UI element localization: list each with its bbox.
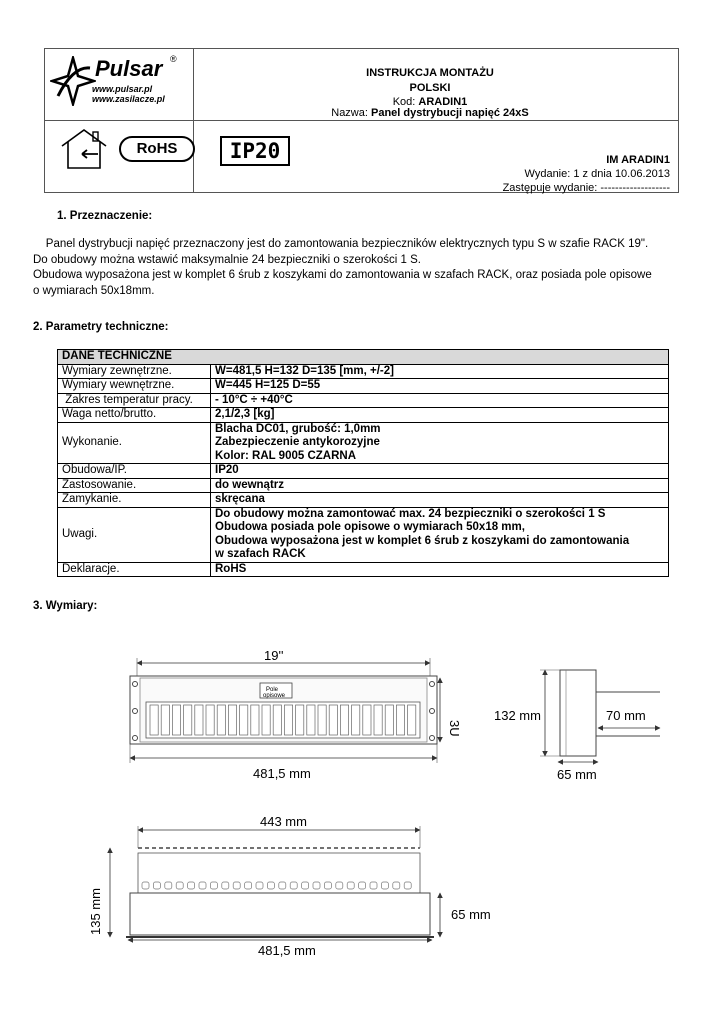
spec-key: Obudowa/IP.: [58, 464, 211, 479]
breaker-slot: [340, 705, 348, 735]
top-slot: [359, 882, 366, 889]
top-slot: [165, 882, 172, 889]
section-1-line: Do obudowy można wstawić maksymalnie 24 bezpieczniki o szerokości 1 S.: [33, 253, 421, 266]
dim-top-flange: 65 mm: [451, 907, 491, 922]
logo-name: Pulsar: [95, 56, 163, 81]
spec-value: IP20: [211, 464, 669, 479]
spec-value-line: Zabezpieczenie antykorozyjne: [215, 436, 380, 448]
top-slot: [347, 882, 354, 889]
logo-registered-mark: ®: [170, 54, 177, 64]
spec-value: do wewnątrz: [211, 478, 669, 493]
doc-code-value: ARADIN1: [418, 96, 468, 108]
spec-table-title: DANE TECHNICZNE: [58, 350, 669, 365]
top-slot: [370, 882, 377, 889]
spec-value: - 10°C ÷ +40°C: [211, 393, 669, 408]
dim-top-depth: 135 mm: [88, 888, 103, 935]
breaker-slot: [352, 705, 360, 735]
section-3-heading: 3. Wymiary:: [33, 600, 98, 612]
breaker-slot: [228, 705, 236, 735]
top-slot: [381, 882, 388, 889]
top-slot: [404, 882, 411, 889]
spec-value: W=481,5 H=132 D=135 [mm, +/-2]: [211, 364, 669, 379]
spec-value: skręcana: [211, 493, 669, 508]
breaker-slot: [408, 705, 416, 735]
top-slot: [188, 882, 195, 889]
dim-front-width-mm: 481,5 mm: [253, 766, 311, 781]
spec-key: Zamykanie.: [58, 493, 211, 508]
logo-web-2: www.zasilacze.pl: [92, 94, 165, 104]
section-2-heading: 2. Parametry techniczne:: [33, 321, 169, 333]
section-1-line: Obudowa wyposażona jest w komplet 6 śrub z koszykami do zamontowania w szafach RACK, oraz posiada pole opisowe: [33, 269, 652, 281]
top-slot: [393, 882, 400, 889]
top-slot: [267, 882, 274, 889]
dim-front-width-in: 19'': [264, 648, 284, 663]
spec-value: 2,1/2,3 [kg]: [211, 408, 669, 423]
section-1-heading: 1. Przeznaczenie:: [57, 210, 153, 222]
breaker-slot: [296, 705, 304, 735]
breaker-slot: [307, 705, 315, 735]
breaker-slot: [206, 705, 214, 735]
breaker-slot: [161, 705, 169, 735]
top-slot: [153, 882, 160, 889]
top-slot: [142, 882, 149, 889]
label-field-line1: Pole: [266, 687, 279, 693]
front-view-drawing: [130, 658, 440, 763]
top-slot: [336, 882, 343, 889]
spec-value: W=445 H=125 D=55: [211, 379, 669, 394]
breaker-slot: [318, 705, 326, 735]
dim-side-depth: 70 mm: [606, 708, 646, 723]
breaker-slot: [172, 705, 180, 735]
doc-title: INSTRUKCJA MONTAŻU: [366, 67, 494, 79]
spec-key: Waga netto/brutto.: [58, 408, 211, 423]
spec-value-line: Kolor: RAL 9005 CZARNA: [215, 449, 356, 462]
rohs-badge: RoHS: [119, 136, 195, 162]
top-view-drawing: [110, 826, 440, 940]
spec-key: Zastosowanie.: [58, 478, 211, 493]
doc-name-value: Panel dystrybucji napięć 24xS: [371, 107, 529, 119]
ip20-badge: IP20: [220, 136, 290, 166]
doc-code-label: Kod:: [392, 96, 419, 108]
spec-key: Deklaracje.: [58, 562, 211, 577]
spec-key: Wykonanie.: [58, 422, 211, 464]
top-slot: [233, 882, 240, 889]
top-slot: [245, 882, 252, 889]
top-slot: [324, 882, 331, 889]
top-slot: [279, 882, 286, 889]
breaker-slot: [262, 705, 270, 735]
breaker-slot: [273, 705, 281, 735]
breaker-slot: [240, 705, 248, 735]
dim-top-width: 481,5 mm: [258, 943, 316, 958]
doc-edition: Wydanie: 1 z dnia 10.06.2013: [524, 168, 670, 180]
breaker-slot: [284, 705, 292, 735]
breaker-slot: [150, 705, 158, 735]
top-slot: [290, 882, 297, 889]
top-slot: [210, 882, 217, 889]
spec-key: Uwagi.: [58, 507, 211, 562]
spec-value-line: Blacha DC01, grubość: 1,0mm: [215, 422, 381, 435]
spec-value-line: Obudowa wyposażona jest w komplet 6 śrub z koszykami do zamontowania: [215, 534, 630, 547]
logo-web-1: www.pulsar.pl: [92, 84, 153, 94]
label-field-line2: opisowe: [263, 693, 286, 699]
doc-name-label: Nazwa:: [331, 107, 371, 119]
breaker-slot: [363, 705, 371, 735]
top-slot: [222, 882, 229, 889]
breaker-slot: [251, 705, 259, 735]
doc-language: POLSKI: [409, 82, 451, 94]
dim-side-height: 132 mm: [494, 708, 541, 723]
top-slot: [199, 882, 206, 889]
spec-value: RoHS: [211, 562, 669, 577]
top-slot: [176, 882, 183, 889]
spec-key: Zakres temperatur pracy.: [58, 393, 211, 408]
breaker-slot: [385, 705, 393, 735]
dim-top-inner: 443 mm: [260, 814, 307, 829]
breaker-slot: [217, 705, 225, 735]
dim-side-base: 65 mm: [557, 767, 597, 782]
spec-value-line: Obudowa posiada pole opisowe o wymiarach 50x18 mm,: [215, 521, 525, 533]
breaker-slot: [195, 705, 203, 735]
top-slot: [313, 882, 320, 889]
breaker-slot: [396, 705, 404, 735]
section-1-line: o wymiarach 50x18mm.: [33, 284, 155, 297]
breaker-slot: [374, 705, 382, 735]
doc-id: IM ARADIN1: [606, 154, 670, 166]
top-slot: [302, 882, 309, 889]
breaker-slot: [329, 705, 337, 735]
spec-key: Wymiary wewnętrzne.: [58, 379, 211, 394]
top-slot: [256, 882, 263, 889]
section-1-line: Panel dystrybucji napięć przeznaczony jest do zamontowania bezpieczników elektrycznych typu S w szafie RACK 19".: [33, 238, 649, 250]
spec-value-line: Do obudowy można zamontować max. 24 bezpieczniki o szerokości 1 S: [215, 507, 606, 520]
spec-value-line: w szafach RACK: [215, 548, 306, 560]
dim-front-height-u: 3U: [447, 720, 462, 737]
spec-key: Wymiary zewnętrzne.: [58, 364, 211, 379]
breaker-slot: [184, 705, 192, 735]
doc-supersedes: Zastępuje wydanie: -------------------: [502, 182, 670, 194]
